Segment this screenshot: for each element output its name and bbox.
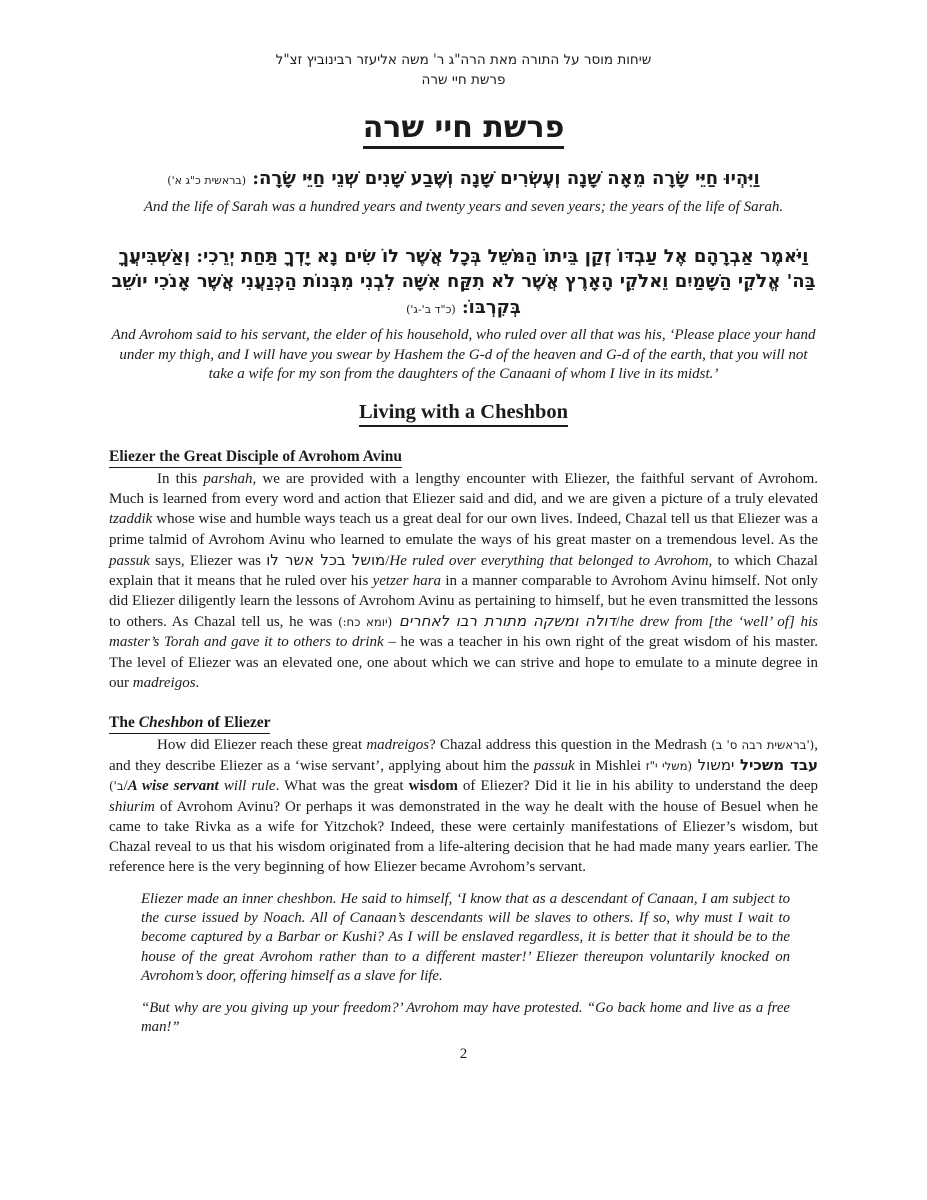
section-title: Living with a Cheshbon bbox=[359, 401, 568, 427]
passuk-2-citation: (כ"ד ב'-ג') bbox=[406, 302, 456, 316]
passuk-1-hebrew: וַיִּהְיוּ חַיֵּי שָׂרָה מֵאָה שָׁנָה וְעֶשְׂרִים שָׁנָה וְשֶׁבַע שָׁנִים שְׁנֵי חַיֵּי שָׂרָה: bbox=[252, 168, 760, 189]
header-hebrew-line1: שיחות מוסר על התורה מאת הרה"ג ר' משה אליעזר רבינוביץ זצ"ל bbox=[275, 52, 652, 68]
passuk-1-translation: And the life of Sarah was a hundred years and twenty years and seven years; the years of the life of Sarah. bbox=[143, 198, 784, 215]
passuk-1 bbox=[109, 166, 818, 192]
quote-paragraph-2: “But why are you giving up your freedom?’ Avrohom may have protested. “Go back home and live as a free man!” bbox=[141, 999, 790, 1035]
body-paragraph-2: How did Eliezer reach these great madreigos? Chazal address this question in the Medrash (בראשית רבה ס' ב'), and they describe Eliezer as a ‘wise servant’, applying about him the passuk in Mishlei עבד משכיל ימשול (משלי י"ז ב')/A wise servant will rule. What was the great wisdom of Eliezer? Did it lie in his ability to understand the deep shiurim of Avrohom Avinu? Or perhaps it was demonstrated in the way he dealt with the house of Besuel when he came to take Rivka as a wife for Yitzchok? Indeed, these were certainly manifestations of Eliezer’s wisdom, but Chazal reveal to us that his wisdom originated from a life-altering decision that he had made many years earlier. The reference here is the very beginning of how Eliezer became Avrohom’s servant. bbox=[109, 737, 818, 876]
passuk-1-citation: (בראשית כ"ג א') bbox=[167, 174, 247, 187]
header-hebrew-line2: פרשת חיי שרה bbox=[421, 72, 506, 89]
passuk-2 bbox=[109, 244, 818, 321]
body-paragraph-1: In this parshah, we are provided with a lengthy encounter with Eliezer, the faithful servant of Avrohom. Much is learned from every word and action that Eliezer said and did, and we are given a picture of a truly elevated tzaddik whose wise and humble ways teach us a great deal for our own lives. Indeed, Chazal tell us that Eliezer was a prime talmid of Avrohom Avinu who learned to emulate the ways of his great master on a tremendous level. As the passuk says, Eliezer was מושל בכל אשר לו/He ruled over everything that belonged to Avrohom, to which Chazal explain that it means that he ruled over his yetzer hara in a manner comparable to Avrohom Avinu himself. Not only did Eliezer diligently learn the lessons of Avrohom Avinu as pertaining to himself, but he even transmitted the lessons to others. As Chazal tell us, he was דולה ומשקה מתורת רבו לאחרים (יומא כח:) /he drew from [the ‘well’ of] his master’s Torah and gave it to others to drink – he was a teacher in his own right of the great wisdom of his master. The level of Eliezer was an elevated one, one about which we can strive and hope to emulate to a minute degree in our madreigos. bbox=[109, 471, 819, 691]
parsha-title-wrap bbox=[109, 111, 818, 150]
page-number: 2 bbox=[459, 1045, 468, 1062]
parsha-title: פרשת חיי שרה bbox=[363, 111, 565, 150]
subheading-eliezer-disciple: Eliezer the Great Disciple of Avrohom Avinu bbox=[109, 447, 818, 468]
quote-paragraph-1: Eliezer made an inner cheshbon. He said to himself, ‘I know that as a descendant of Canaan, I am subject to the curse issued by Noach. All of Canaan’s descendants will be slaves to others. If so, why must I wait to become captured by a Barbar or Kushi? As I will be enslaved regardless, it is better that it should be to the house of the great Avrohom rather than to a different master!’ Eliezer thereupon voluntarily knocked on Avrohom’s door, offering himself as a slave for life. bbox=[141, 891, 790, 984]
subheading-cheshbon-of-eliezer: The Cheshbon of Eliezer bbox=[109, 713, 818, 734]
passuk-2-hebrew: וַיֹּאמֶר אַבְרָהָם אֶל עַבְדּוֹ זְקַן בֵּיתוֹ הַמֹּשֵׁל בְּכָל אֲשֶׁר לוֹ שִׂים נָא יָדְךָ תַּחַת יְרֵכִי: וְאַשְׁבִּיעֲךָ בַּה' אֱלֹקֵי הַשָּׁמַיִם וֵאלֹקֵי הָאָרֶץ אֲשֶׁר לֹא תִקַּח אִשָּׁה לִבְנִי מִבְּנוֹת הַכְּנַעֲנִי אֲשֶׁר אָנֹכִי יוֹשֵׁב בְּקִרְבּוֹ: bbox=[111, 245, 816, 318]
passuk-2-translation: And Avrohom said to his servant, the elder of his household, who ruled over all that was his, ‘Please place your hand under my thigh, and I will have you swear by Hashem the G-d of the heaven and G-d of the earth, that you will not take a wife for my son from the daughters of the Canaani of whom I live in its midst.’ bbox=[111, 327, 816, 382]
section-title-wrap bbox=[109, 401, 818, 427]
